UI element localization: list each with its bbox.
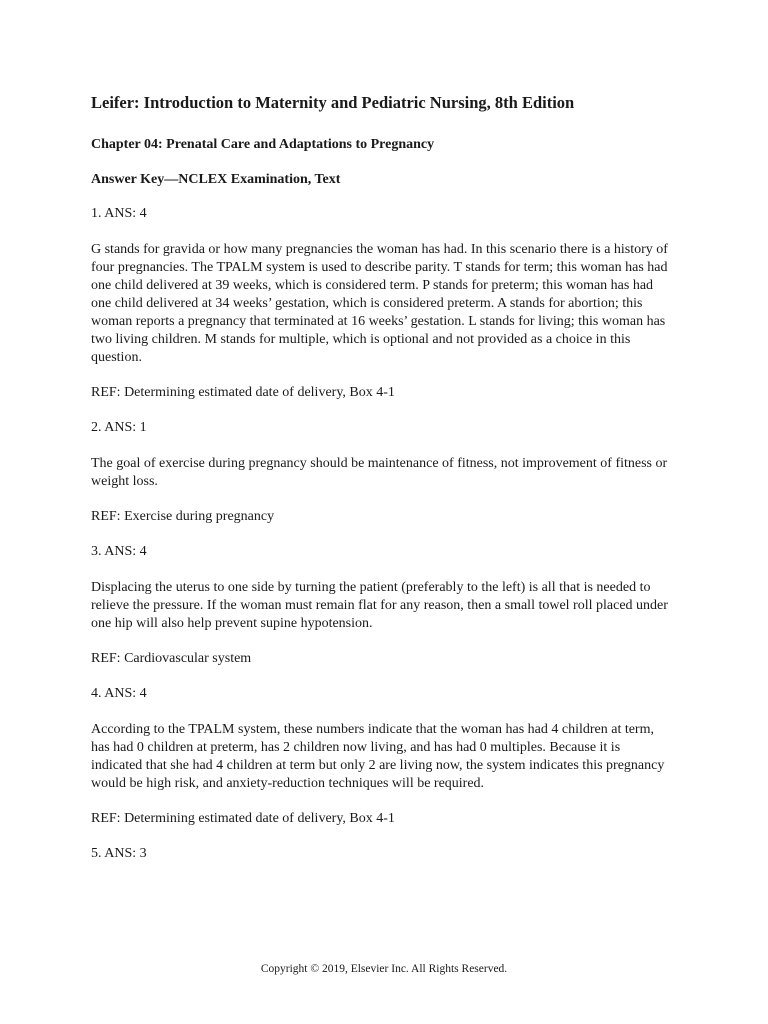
answer-rationale: The goal of exercise during pregnancy should be maintenance of fitness, not improvement of fitness or weight loss. [91, 456, 668, 489]
answer-reference: REF: Determining estimated date of delivery, Box 4-1 [91, 385, 395, 400]
answer-item-3 [91, 543, 671, 668]
answer-item-5 [91, 845, 671, 863]
answer-number: 3. ANS: 4 [91, 544, 147, 559]
answer-rationale: G stands for gravida or how many pregnancies the woman has had. In this scenario there is a history of four pregnancies. The TPALM system is used to describe parity. T stands for term; this woman has had one child delivered at 39 weeks, which is considered term. P stands for preterm; this woman has had one child delivered at 34 weeks’ gestation, which is considered preterm. A stands for abortion; this woman reports a pregnancy that terminated at 16 weeks’ gestation. L stands for living; this woman has two living children. M stands for multiple, which is optional and not provided as a choice in this question. [91, 242, 668, 365]
answer-rationale: Displacing the uterus to one side by turning the patient (preferably to the left) is all that is needed to relieve the pressure. If the woman must remain flat for any reason, then a small towel roll placed under one hip will also help prevent supine hypotension. [91, 580, 668, 631]
answer-item-4 [91, 685, 671, 828]
book-title: Leifer: Introduction to Maternity and Pediatric Nursing, 8th Edition [91, 93, 575, 112]
document-page [91, 92, 671, 881]
answer-number: 1. ANS: 4 [91, 206, 147, 221]
answer-rationale: According to the TPALM system, these numbers indicate that the woman has had 4 children at term, has had 0 children at preterm, has 2 children now living, and has had 0 multiples. Because it is indicated that she had 4 children at term but only 2 are living now, the system indicates this pregnancy would be high risk, and anxiety-reduction techniques will be required. [91, 722, 665, 791]
answer-item-1 [91, 205, 671, 402]
answer-reference: REF: Determining estimated date of delivery, Box 4-1 [91, 811, 395, 826]
answer-number: 2. ANS: 1 [91, 420, 147, 435]
copyright-footer: Copyright © 2019, Elsevier Inc. All Rights Reserved. [260, 963, 508, 975]
answer-reference: REF: Cardiovascular system [91, 651, 252, 666]
chapter-title: Chapter 04: Prenatal Care and Adaptations to Pregnancy [91, 137, 435, 152]
answer-number: 5. ANS: 3 [91, 846, 147, 861]
answer-item-2 [91, 419, 671, 526]
answer-key-title: Answer Key—NCLEX Examination, Text [91, 172, 341, 187]
answer-list [91, 205, 671, 863]
answer-reference: REF: Exercise during pregnancy [91, 509, 275, 524]
answer-number: 4. ANS: 4 [91, 686, 147, 701]
